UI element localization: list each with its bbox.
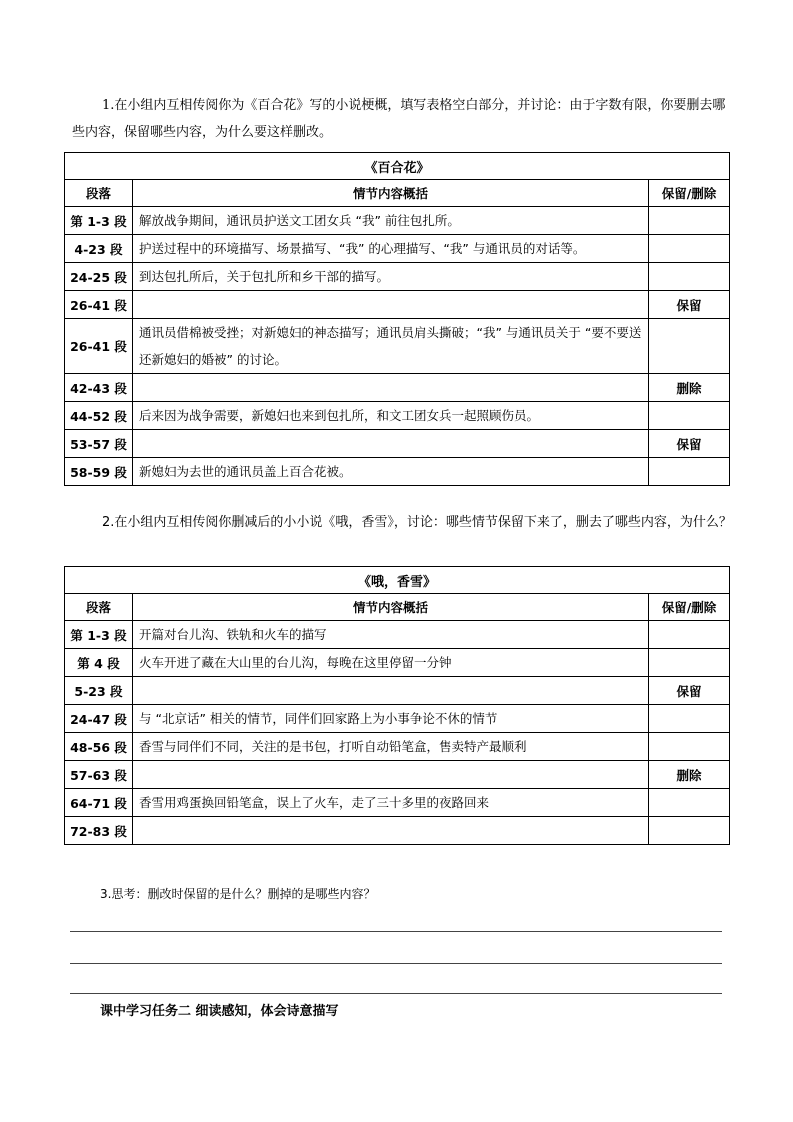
table-row: [65, 761, 730, 789]
table-row: [65, 621, 730, 649]
keep-delete-cell[interactable]: [649, 402, 730, 430]
paragraph-range: 26-41 段: [65, 319, 133, 374]
keep-delete-cell[interactable]: [649, 649, 730, 677]
keep-delete-cell[interactable]: [649, 458, 730, 486]
paragraph-range: 64-71 段: [65, 789, 133, 817]
paragraph-range: 4-23 段: [65, 235, 133, 263]
table-row: [65, 677, 730, 705]
keep-delete-cell[interactable]: 删除: [649, 761, 730, 789]
plot-summary[interactable]: 开篇对台儿沟、铁轨和火车的描写: [133, 621, 649, 649]
keep-delete-cell[interactable]: [649, 207, 730, 235]
table-row: [65, 263, 730, 291]
plot-summary[interactable]: 后来因为战争需要，新媳妇也来到包扎所，和文工团女兵一起照顾伤员。: [133, 402, 649, 430]
table-row: [65, 402, 730, 430]
question-2-text: 2.在小组内互相传阅你删减后的小小说《哦，香雪》，讨论：哪些情节保留下来了，删去了哪些内容，为什么？: [102, 515, 732, 530]
keep-delete-cell[interactable]: [649, 263, 730, 291]
plot-summary[interactable]: [133, 677, 649, 705]
table-row: [65, 817, 730, 845]
paragraph-range: 42-43 段: [65, 374, 133, 402]
table-row: [65, 458, 730, 486]
paragraph-range: 72-83 段: [65, 817, 133, 845]
answer-line[interactable]: [70, 963, 722, 964]
plot-summary[interactable]: 护送过程中的环境描写、场景描写、“我” 的心理描写、“我” 与通讯员的对话等。: [133, 235, 649, 263]
table-row: [65, 430, 730, 458]
keep-delete-cell[interactable]: 保留: [649, 291, 730, 319]
paragraph-range: 24-25 段: [65, 263, 133, 291]
keep-delete-cell[interactable]: 保留: [649, 677, 730, 705]
paragraph-range: 24-47 段: [65, 705, 133, 733]
keep-delete-cell[interactable]: [649, 789, 730, 817]
keep-delete-cell[interactable]: [649, 319, 730, 374]
table-row: [65, 207, 730, 235]
table-row: [65, 235, 730, 263]
column-header-summary: 情节内容概括: [133, 180, 649, 207]
table-row: [65, 319, 730, 374]
plot-summary[interactable]: 香雪与同伴们不同，关注的是书包，打听自动铅笔盒，售卖特产最顺利: [133, 733, 649, 761]
plot-summary[interactable]: 新媳妇为去世的通讯员盖上百合花被。: [133, 458, 649, 486]
table-row: [65, 733, 730, 761]
table-title: 《哦，香雪》: [65, 567, 730, 594]
table-row: [65, 649, 730, 677]
xiangxue-plot-table: [64, 566, 730, 845]
answer-line[interactable]: [70, 993, 722, 994]
plot-summary[interactable]: [133, 374, 649, 402]
question-3-text: 3.思考：删改时保留的是什么？删掉的是哪些内容？: [100, 887, 376, 901]
paragraph-range: 57-63 段: [65, 761, 133, 789]
plot-summary[interactable]: [133, 430, 649, 458]
column-header-paragraph: 段落: [65, 180, 133, 207]
paragraph-range: 第 1-3 段: [65, 207, 133, 235]
column-header-summary: 情节内容概括: [133, 594, 649, 621]
paragraph-range: 44-52 段: [65, 402, 133, 430]
paragraph-range: 58-59 段: [65, 458, 133, 486]
keep-delete-cell[interactable]: [649, 235, 730, 263]
paragraph-range: 第 1-3 段: [65, 621, 133, 649]
question-1-text: 1.在小组内互相传阅你为《百合花》写的小说梗概，填写表格空白部分，并讨论：由于字数有限，你要删去哪些内容，保留哪些内容，为什么要这样删改。: [72, 98, 726, 140]
plot-summary[interactable]: [133, 761, 649, 789]
plot-summary[interactable]: 火车开进了藏在大山里的台儿沟，每晚在这里停留一分钟: [133, 649, 649, 677]
paragraph-range: 26-41 段: [65, 291, 133, 319]
baihehua-plot-table: [64, 152, 730, 486]
task-heading: 课中学习任务二 细读感知，体会诗意描写: [100, 1004, 339, 1019]
plot-summary[interactable]: 与 “北京话” 相关的情节，同伴们回家路上为小事争论不休的情节: [133, 705, 649, 733]
keep-delete-cell[interactable]: 保留: [649, 430, 730, 458]
table-row: [65, 705, 730, 733]
paragraph-range: 48-56 段: [65, 733, 133, 761]
table-row: [65, 374, 730, 402]
column-header-keep-delete: 保留/删除: [649, 594, 730, 621]
paragraph-range: 53-57 段: [65, 430, 133, 458]
answer-line[interactable]: [70, 931, 722, 932]
keep-delete-cell[interactable]: 删除: [649, 374, 730, 402]
table-title: 《百合花》: [65, 153, 730, 180]
plot-summary[interactable]: 通讯员借棉被受挫；对新媳妇的神态描写；通讯员肩头撕破；“我” 与通讯员关于 “要不要送还新媳妇的婚被” 的讨论。: [133, 319, 649, 374]
table-row: [65, 291, 730, 319]
keep-delete-cell[interactable]: [649, 621, 730, 649]
plot-summary[interactable]: [133, 817, 649, 845]
table-row: [65, 789, 730, 817]
plot-summary[interactable]: 解放战争期间，通讯员护送文工团女兵 “我” 前往包扎所。: [133, 207, 649, 235]
column-header-keep-delete: 保留/删除: [649, 180, 730, 207]
plot-summary[interactable]: 香雪用鸡蛋换回铅笔盒，误上了火车，走了三十多里的夜路回来: [133, 789, 649, 817]
keep-delete-cell[interactable]: [649, 733, 730, 761]
keep-delete-cell[interactable]: [649, 817, 730, 845]
plot-summary[interactable]: [133, 291, 649, 319]
plot-summary[interactable]: 到达包扎所后，关于包扎所和乡干部的描写。: [133, 263, 649, 291]
paragraph-range: 第 4 段: [65, 649, 133, 677]
paragraph-range: 5-23 段: [65, 677, 133, 705]
keep-delete-cell[interactable]: [649, 705, 730, 733]
column-header-paragraph: 段落: [65, 594, 133, 621]
